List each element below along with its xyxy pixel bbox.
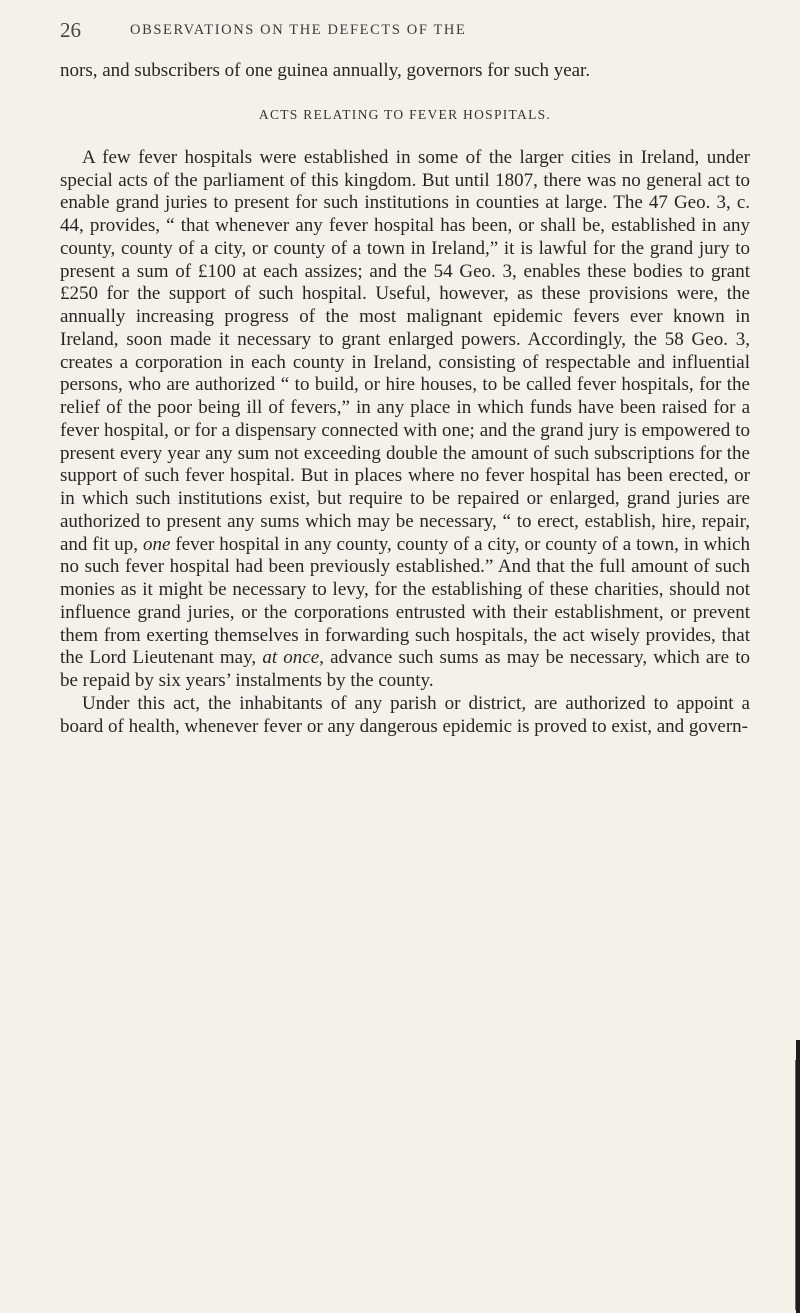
paragraph-text-part-b: fever hospital in any county, county of a city, or county of a town, in which no such fever hospital had been previously established.” And that the full amount of such monies as it might be necessary to levy, for the establishing of these charities, should not influence grand juries, or the corporations entrusted with their establishment, or prevent them from exerting themselves in forwarding such hospitals, the act wisely provides, that the Lord Lieutenant may, (60, 533, 750, 669)
page-body (60, 60, 750, 738)
page-header (60, 18, 760, 48)
running-title: OBSERVATIONS ON THE DEFECTS OF THE (130, 22, 467, 38)
emphasis-at-once: at once, (262, 647, 324, 669)
continuation-text: nors, and subscribers of one guinea annually, governors for such year. (60, 60, 591, 81)
page-edge-shadow (796, 1040, 800, 1313)
paragraph-board-of-health: Under this act, the inhabitants of any parish or district, are authorized to appoint a board of health, whenever fever or any dangerous epidemic is proved to exist, and govern- (60, 692, 750, 737)
paragraph-text-part-c: advance such sums as may be necessary, which are to be repaid by six years’ instalments by the county. (60, 647, 751, 691)
page-number: 26 (60, 18, 81, 42)
paragraph-text-part-a: A few fever hospitals were established in some of the larger cities in Ireland, under special acts of the parliament of this kingdom. But until 1807, there was no general act to enable grand juries to present for such institutions in counties at large. The 47 Geo. 3, c. 44, provides, “ that whenever any fever hospital has been, or shall be, established in any county, county of a city, or county of a town in Ireland,” it is lawful for the grand jury to present a sum of £100 at each assizes; and the 54 Geo. 3, enables these bodies to grant £250 for the support of such hospital. Useful, however, as these provisions were, the annually increasing progress of the most malignant epidemic fevers ever known in Ireland, soon made it necessary to grant enlarged powers. Accordingly, the 58 Geo. 3, creates a corporation in each county in Ireland, consisting of respectable and influential persons, who are authorized “ to build, or hire houses, to be called fever hospitals, for the relief of the poor being ill of fevers,” in any place in which funds have been raised for a fever hospital, or for a dispensary connected with one; and the grand jury is empowered to present every year any sum not exceeding double the amount of such subscriptions for the support of such fever hospital. But in places where no fever hospital has been erected, or in which such institutions exist, but require to be repaired or enlarged, grand juries are authorized to present any sums which may be necessary, “ to erect, establish, hire, repair, and fit up, (60, 146, 750, 555)
emphasis-one: one (142, 533, 171, 555)
page-edge-line (795, 1060, 796, 1310)
section-heading: ACTS RELATING TO FEVER HOSPITALS. (258, 106, 552, 122)
paragraph-fever-hospitals-acts (60, 147, 750, 693)
